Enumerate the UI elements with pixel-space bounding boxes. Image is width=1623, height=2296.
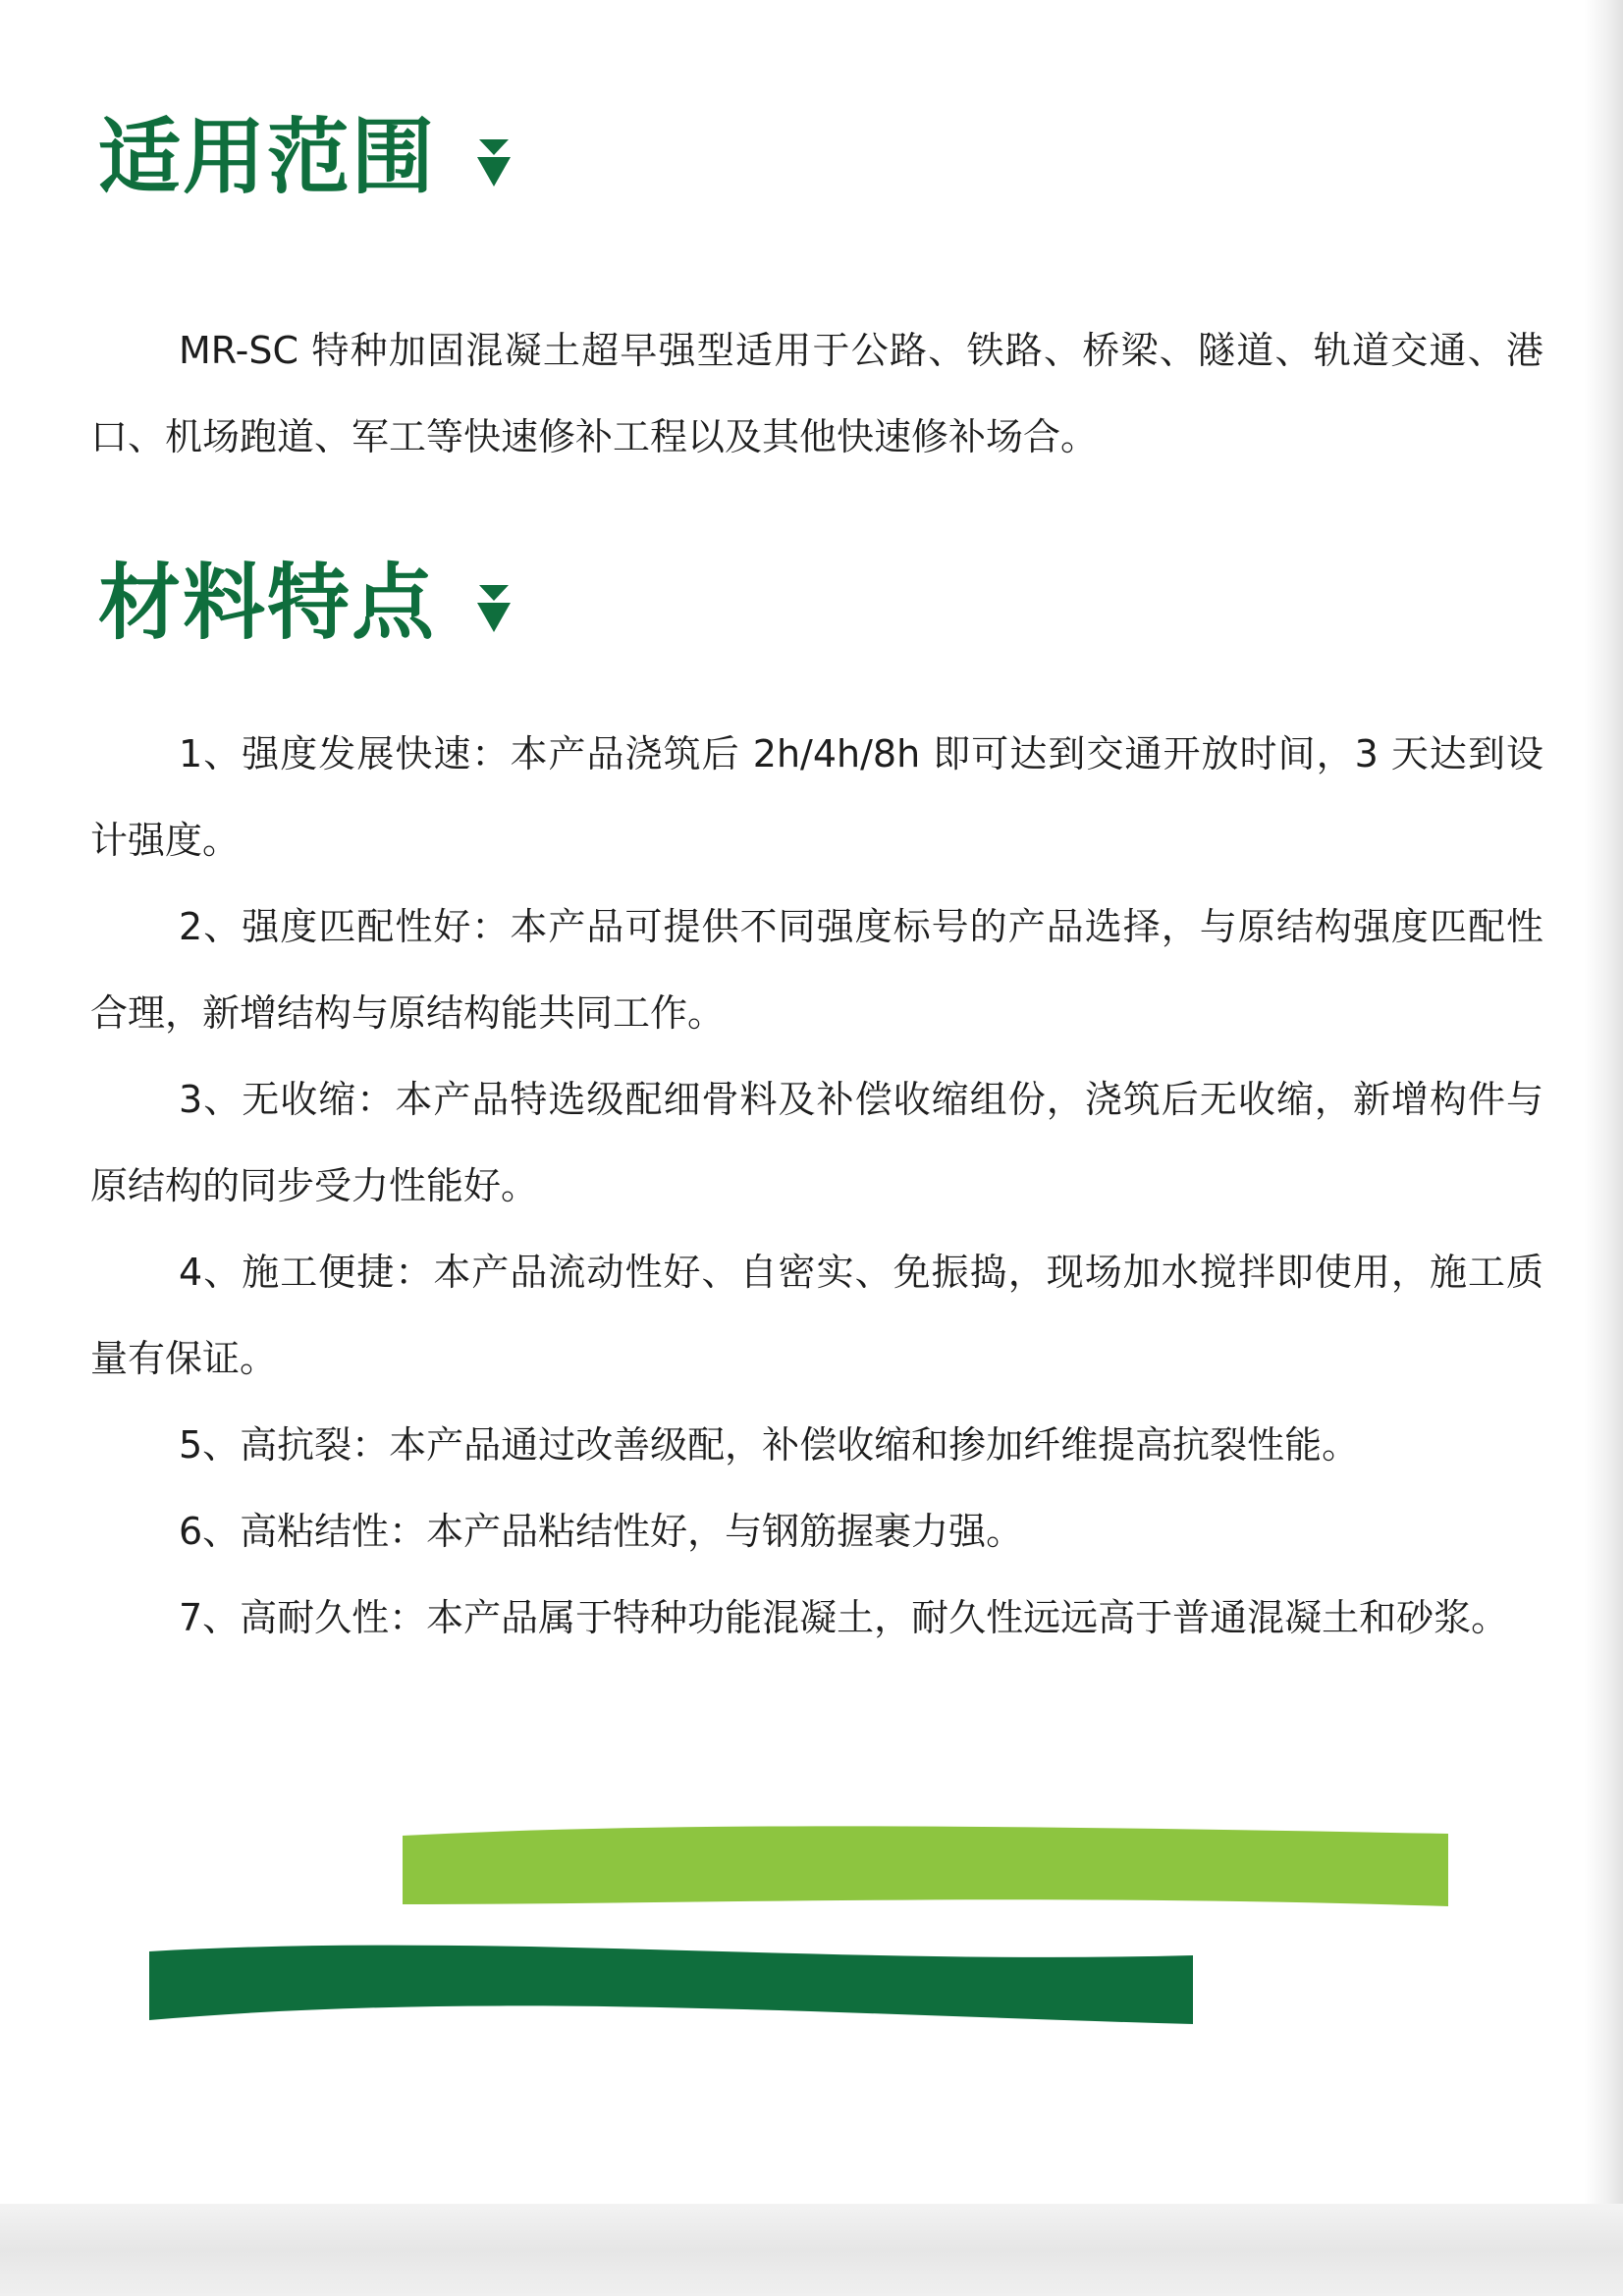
wave-dark <box>149 1946 1193 2024</box>
double-chevron-down-icon <box>475 137 513 188</box>
section-title: 材料特点 <box>98 555 437 651</box>
scope-paragraph: MR-SC 特种加固混凝土超早强型适用于公路、铁路、桥梁、隧道、轨道交通、港口、机场跑道、军工等快速修补工程以及其他快速修补场合。 <box>90 329 1543 458</box>
scan-shadow <box>1584 0 1623 2296</box>
section-title: 适用范围 <box>98 109 437 205</box>
decorative-waves <box>137 1806 1473 2042</box>
feature-item: 7、高耐久性：本产品属于特种功能混凝土，耐久性远远高于普通混凝土和砂浆。 <box>179 1596 1509 1639</box>
double-chevron-down-icon <box>475 583 513 634</box>
features-list <box>90 711 1543 1661</box>
feature-item: 2、强度匹配性好：本产品可提供不同强度标号的产品选择，与原结构强度匹配性合理，新增结构与原结构能共同工作。 <box>90 905 1543 1035</box>
section-heading-features <box>98 555 513 651</box>
section-heading-scope <box>98 109 513 205</box>
scan-edge <box>0 2204 1623 2296</box>
feature-item: 5、高抗裂：本产品通过改善级配，补偿收缩和掺加纤维提高抗裂性能。 <box>179 1423 1360 1467</box>
feature-item: 3、无收缩：本产品特选级配细骨料及补偿收缩组份，浇筑后无收缩，新增构件与原结构的同步受力性能好。 <box>90 1078 1543 1207</box>
feature-item: 1、强度发展快速：本产品浇筑后 2h/4h/8h 即可达到交通开放时间，3 天达到设计强度。 <box>90 732 1543 862</box>
feature-item: 4、施工便捷：本产品流动性好、自密实、免振捣，现场加水搅拌即使用，施工质量有保证。 <box>90 1251 1543 1380</box>
feature-item: 6、高粘结性：本产品粘结性好，与钢筋握裹力强。 <box>179 1510 1024 1553</box>
wave-light <box>403 1826 1448 1906</box>
